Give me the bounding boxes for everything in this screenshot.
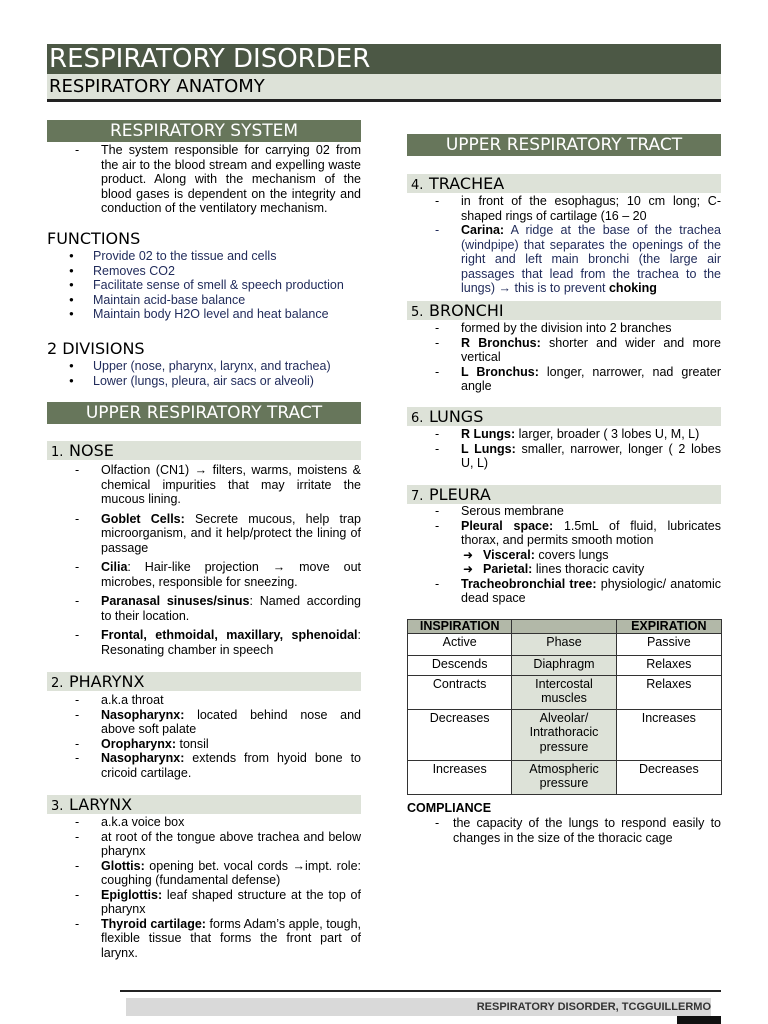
section-title: NOSE — [69, 441, 114, 460]
term-label: Goblet Cells: — [101, 511, 185, 526]
table-row — [408, 656, 722, 676]
table-cell: Increases — [616, 709, 721, 760]
document-subtitle: RESPIRATORY ANATOMY — [47, 74, 721, 99]
functions-heading: FUNCTIONS — [47, 229, 141, 248]
term-label: R Bronchus: — [461, 335, 541, 350]
trachea-list — [407, 194, 721, 296]
table-cell: Relaxes — [616, 675, 721, 709]
section-number: 5. — [411, 305, 424, 320]
table-header: INSPIRATION — [408, 620, 512, 634]
pleura-list — [407, 504, 721, 606]
list-item: ● Upper (nose, pharynx, larynx, and trachea) — [47, 359, 361, 374]
footer-divider — [120, 990, 721, 992]
list-item — [407, 519, 721, 577]
term-label: L Bronchus: — [461, 364, 539, 379]
term-label: Tracheobronchial tree: — [461, 576, 597, 591]
list-item: - Serous membrane — [407, 504, 721, 519]
list-item — [461, 562, 721, 577]
term-label: R Lungs: — [461, 427, 516, 441]
compliance-heading: COMPLIANCE — [407, 801, 492, 815]
table-cell: Intercostal muscles — [512, 675, 616, 709]
list-item — [407, 223, 721, 296]
list-item: - formed by the division into 2 branches — [407, 321, 721, 336]
table-cell: Descends — [408, 656, 512, 676]
term-label: Pleural space: — [461, 518, 554, 533]
divisions-heading: 2 DIVISIONS — [47, 339, 145, 358]
term-text: 1.5mL of fluid, lubricates thorax, and permits smooth motion — [461, 518, 722, 547]
table-cell: Increases — [408, 760, 512, 794]
term-label: Epiglottis: — [101, 887, 163, 902]
list-item — [47, 708, 361, 737]
table-cell: Decreases — [408, 709, 512, 760]
upper-tract-heading-left: UPPER RESPIRATORY TRACT — [47, 402, 361, 424]
list-item — [407, 427, 721, 442]
nose-list — [47, 463, 361, 657]
term-label: Thyroid cartilage: — [101, 916, 206, 931]
term-text: tonsil — [176, 736, 209, 751]
list-item: ● Facilitate sense of smell & speech production — [47, 278, 361, 293]
header-divider — [47, 99, 721, 102]
table-cell: Phase — [512, 634, 616, 656]
table-header — [512, 620, 616, 634]
pleura-heading — [407, 485, 721, 504]
list-item — [47, 751, 361, 780]
term-text: : Resonating chamber in speech — [101, 628, 361, 657]
table-cell: Atmospheric pressure — [512, 760, 616, 794]
list-item — [47, 859, 361, 888]
list-item — [407, 442, 721, 471]
term-text: larger, broader ( 3 lobes U, M, L) — [515, 427, 700, 441]
table-row — [408, 760, 722, 794]
section-number: 1. — [51, 445, 64, 460]
section-title: PHARYNX — [69, 672, 145, 691]
list-item — [407, 577, 721, 606]
bronchi-heading — [407, 301, 721, 320]
list-item: ● Removes CO2 — [47, 264, 361, 279]
term-text: lines thoracic cavity — [532, 562, 645, 576]
list-item — [47, 594, 361, 623]
document-title: RESPIRATORY DISORDER — [47, 44, 721, 74]
compliance-list — [407, 816, 721, 845]
list-item: - a.k.a voice box — [47, 815, 361, 830]
term-label: Parietal: — [483, 562, 533, 576]
term-label: Nasopharynx: — [101, 707, 185, 722]
list-item — [47, 917, 361, 961]
term-label: Visceral: — [483, 547, 535, 562]
list-item — [407, 336, 721, 365]
section-number: 3. — [51, 799, 64, 814]
pharynx-list — [47, 693, 361, 780]
section-number: 6. — [411, 411, 424, 426]
bronchi-list — [407, 321, 721, 394]
term-text: shorter and wider and more vertical — [461, 335, 721, 364]
term-emphasis: choking — [608, 281, 657, 295]
respiratory-system-list — [47, 143, 361, 216]
term-label: Nasopharynx: — [101, 751, 185, 765]
term-text: opening bet. vocal cords →impt. role: coughing (fundamental defense) — [101, 858, 361, 887]
list-item: ● Maintain body H2O level and heat balance — [47, 307, 361, 322]
term-text: : Hair-like projection → move out microbes, responsible for sneezing. — [101, 560, 361, 589]
table-cell: Alveolar/ Intrathoracic pressure — [512, 709, 616, 760]
list-item: ● Lower (lungs, pleura, air sacs or alveoli) — [47, 374, 361, 389]
pharynx-heading — [47, 672, 361, 691]
table-cell: Decreases — [616, 760, 721, 794]
term-text: A ridge at the base of the trachea (windpipe) that separates the openings of the right and left main bronchi (the large air passages that lead from the trachea to the lungs) → this is to prevent — [461, 223, 721, 295]
larynx-list — [47, 815, 361, 960]
table-cell: Relaxes — [616, 656, 721, 676]
list-item — [47, 737, 361, 752]
section-title: BRONCHI — [429, 301, 504, 320]
list-item: ● Provide 02 to the tissue and cells — [47, 249, 361, 264]
lungs-heading — [407, 407, 721, 426]
table-row — [408, 634, 722, 656]
trachea-heading — [407, 174, 721, 193]
term-text: Secrete mucous, help trap microorganism, and it help/protect the lining of passage — [101, 511, 361, 555]
list-item — [47, 888, 361, 917]
section-number: 7. — [411, 489, 424, 504]
term-label: Paranasal sinuses/sinus — [101, 594, 250, 608]
term-label: Frontal, ethmoidal, maxillary, sphenoidal — [101, 628, 358, 642]
nose-heading — [47, 441, 361, 460]
list-item — [47, 560, 361, 589]
table-row — [408, 675, 722, 709]
section-number: 4. — [411, 178, 424, 193]
table-cell: Active — [408, 634, 512, 656]
footer-text: RESPIRATORY DISORDER, TCGGUILLERMO — [126, 998, 711, 1016]
term-label: Oropharynx: — [101, 736, 177, 751]
table-row — [408, 709, 722, 760]
list-item — [407, 365, 721, 394]
lungs-list — [407, 427, 721, 471]
list-item — [47, 512, 361, 556]
larynx-heading — [47, 795, 361, 814]
list-item: - in front of the esophagus; 10 cm long; C-shaped rings of cartilage (16 – 20 — [407, 194, 721, 223]
table-cell: Passive — [616, 634, 721, 656]
respiratory-system-text: - The system responsible for carrying 02 from the air to the blood stream and expelling waste product. Along with the mechanism of the blood gases is dependent on the integrity and conduction of the ventilatory mechanism. — [47, 143, 361, 216]
term-label: Carina: — [461, 223, 505, 237]
term-text: : Named according to their location. — [101, 594, 362, 623]
table-header: EXPIRATION — [616, 620, 721, 634]
section-number: 2. — [51, 676, 64, 691]
list-item: - at root of the tongue above trachea and below pharynx — [47, 830, 361, 859]
footer-page-marker — [677, 1016, 721, 1024]
respiratory-system-heading: RESPIRATORY SYSTEM — [47, 120, 361, 142]
list-item — [47, 628, 361, 657]
upper-tract-heading-right: UPPER RESPIRATORY TRACT — [407, 134, 721, 156]
divisions-list — [47, 359, 361, 388]
section-title: PLEURA — [429, 485, 491, 504]
pleura-layers-list — [461, 548, 721, 577]
term-text: physiologic/ anatomic dead space — [461, 576, 721, 605]
term-text: located behind nose and above soft palate — [101, 707, 361, 736]
term-text: covers lungs — [534, 547, 609, 562]
term-text: smaller, narrower, longer ( 2 lobes U, L) — [461, 441, 721, 470]
list-item: - a.k.a throat — [47, 693, 361, 708]
functions-list — [47, 249, 361, 322]
table-header-row — [408, 620, 722, 634]
table-cell: Diaphragm — [512, 656, 616, 676]
term-text: extends from hyoid bone to cricoid cartilage. — [101, 751, 361, 780]
section-title: TRACHEA — [429, 174, 505, 193]
inspiration-expiration-table — [407, 619, 722, 795]
list-item: - Olfaction (CN1) → filters, warms, moistens & chemical impurities that may irritate the mucous lining. — [47, 463, 361, 507]
section-title: LARYNX — [69, 795, 133, 814]
term-text: longer, narrower, nad greater angle — [461, 364, 721, 393]
term-text: forms Adam’s apple, tough, flexible tissue that forms the front part of larynx. — [101, 916, 361, 960]
list-item: ● Maintain acid-base balance — [47, 293, 361, 308]
term-label: Glottis: — [101, 858, 145, 873]
term-label: Cilia — [101, 560, 128, 574]
table-cell: Contracts — [408, 675, 512, 709]
list-item: - the capacity of the lungs to respond easily to changes in the size of the thoracic cage — [407, 816, 721, 845]
list-item — [461, 548, 721, 563]
section-title: LUNGS — [429, 407, 484, 426]
term-text: leaf shaped structure at the top of pharynx — [101, 887, 361, 916]
term-label: L Lungs: — [461, 441, 516, 456]
